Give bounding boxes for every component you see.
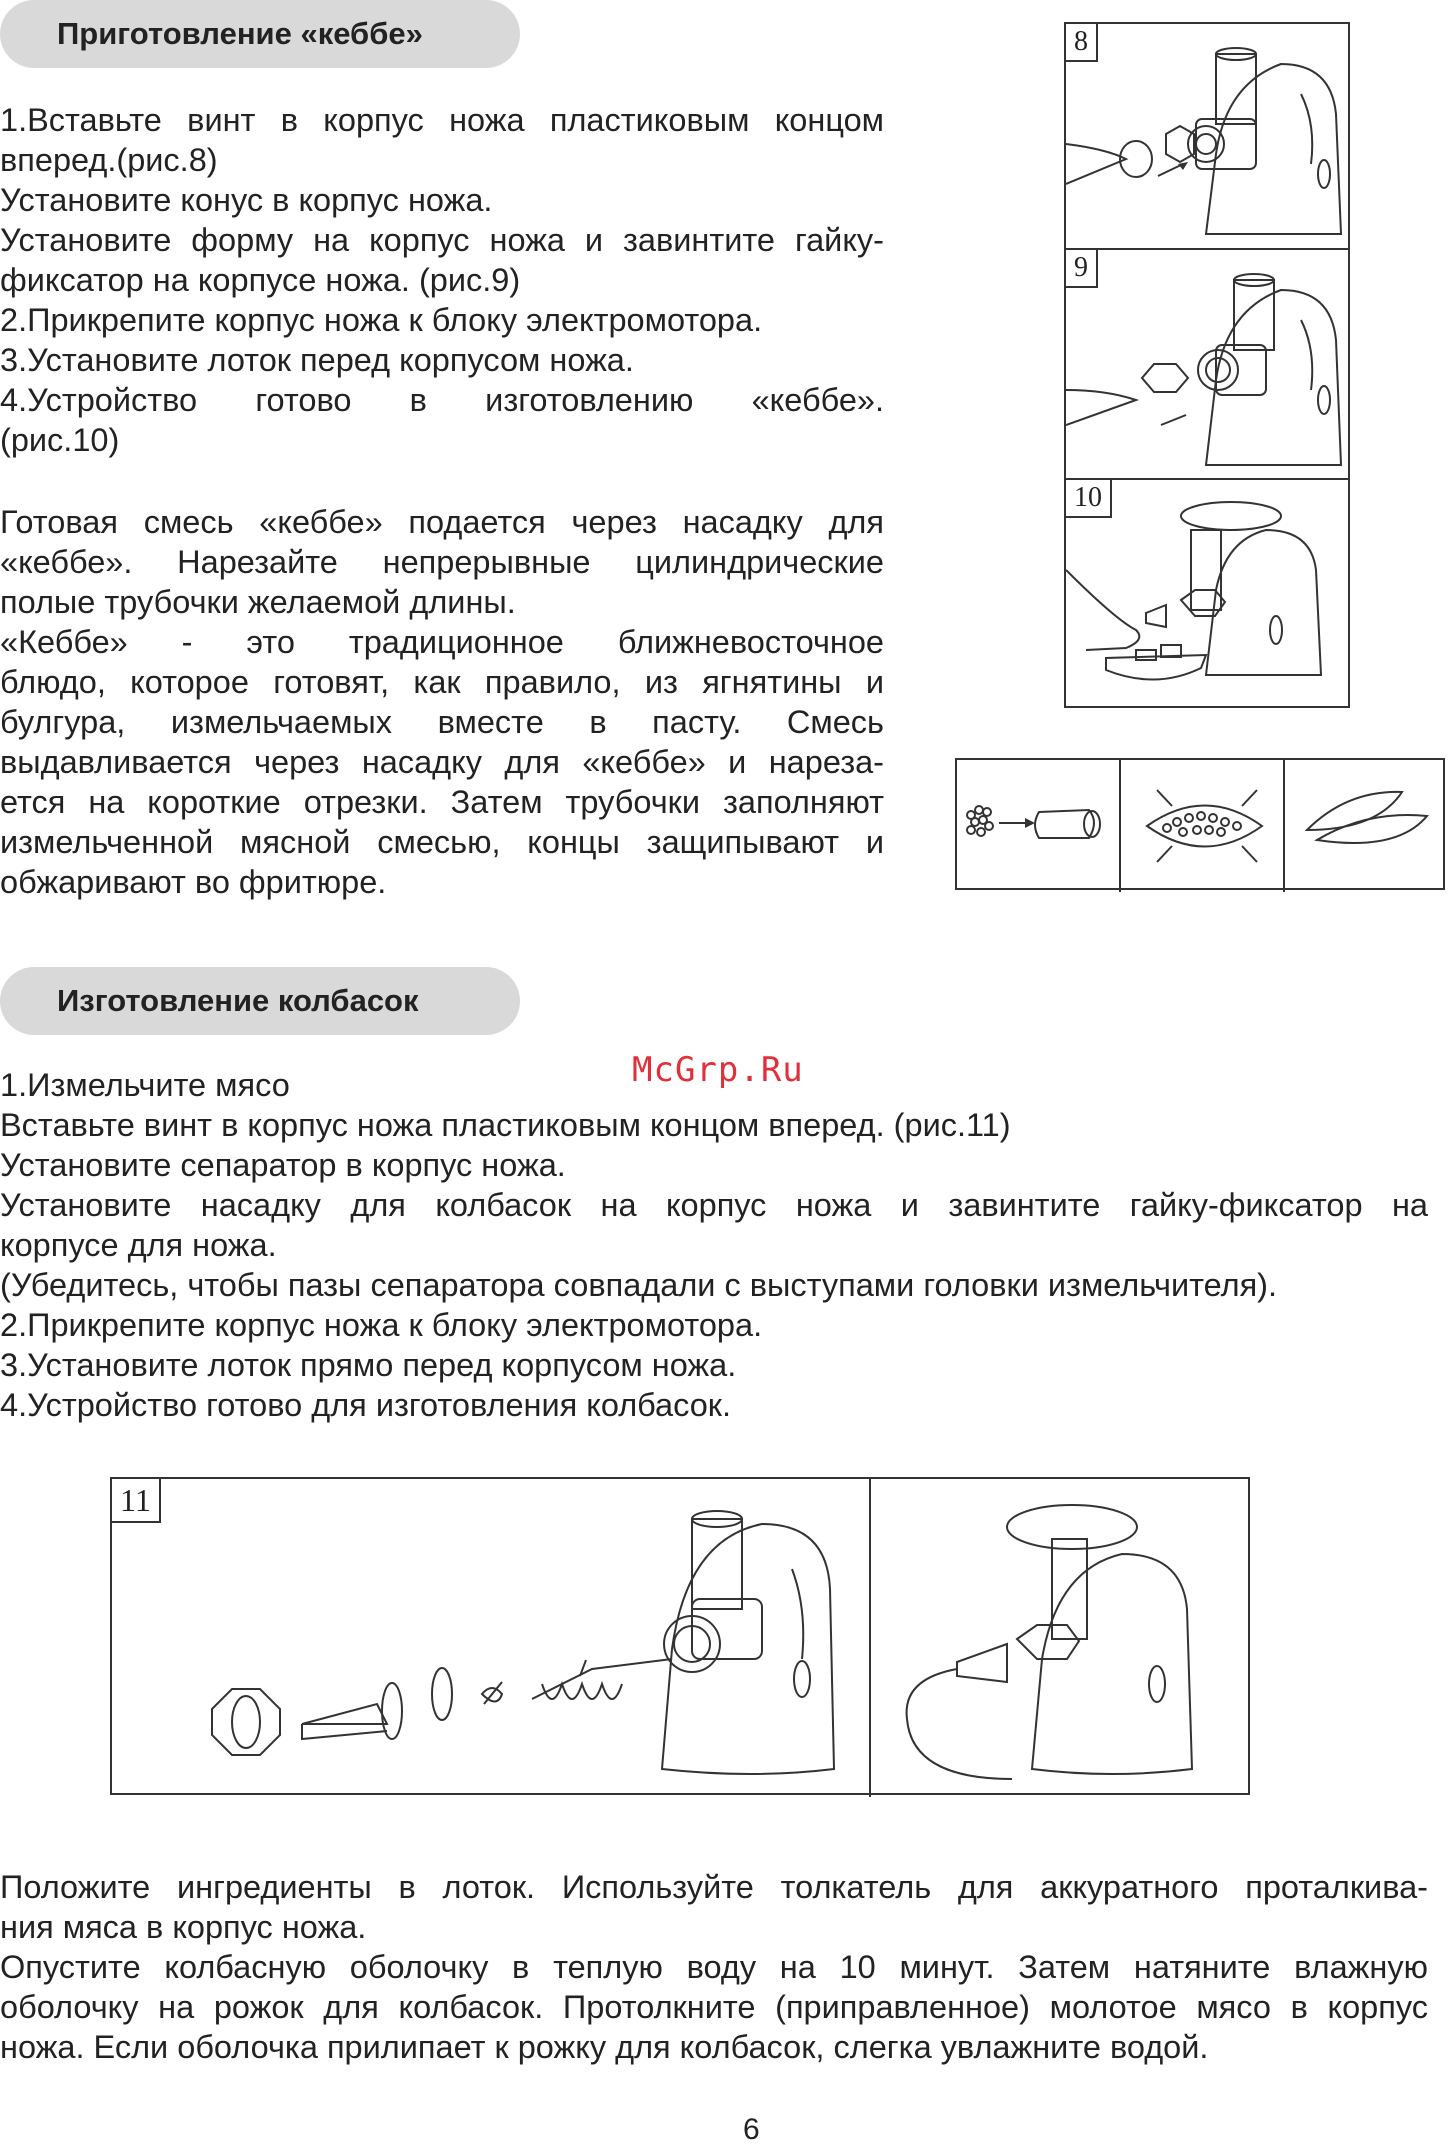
desc-line: обжаривают во фритюре. <box>0 864 387 900</box>
desc-line: ножа. Если оболочка прилипает к рожку для колбасок, слегка увлажните водой. <box>0 2029 1209 2065</box>
step-line: 2.Прикрепите корпус ножа к блоку электромотора. <box>0 302 763 338</box>
desc-line: оболочку на рожок для колбасок. Протолкните (приправленное) молотое мясо в корпус <box>0 1989 1428 2025</box>
sausage-description <box>0 1867 1428 2067</box>
sausage-assembly-illustration <box>112 1479 1252 1797</box>
desc-line: выдавливается через насадку для «кеббе» и нареза- <box>0 744 884 780</box>
grinder-fixing-nut-illustration <box>1066 250 1352 482</box>
sausage-steps <box>0 1065 1428 1425</box>
figure-number: 11 <box>112 1479 161 1523</box>
step-line: вперед.(рис.8) <box>0 142 218 178</box>
figure-11 <box>110 1477 1250 1795</box>
desc-line: Готовая смесь «кеббе» подается через насадку для <box>0 504 884 540</box>
step-line: 1.Вставьте винт в корпус ножа пластиковым концом <box>0 102 884 138</box>
step-line: Установите сепаратор в корпус ножа. <box>0 1147 566 1183</box>
step-line: корпусе для ножа. <box>0 1227 277 1263</box>
figure-10 <box>1064 478 1350 708</box>
kebbe-process-illustration <box>957 760 1447 892</box>
desc-line: «Кеббе» - это традиционное ближневосточное <box>0 624 884 660</box>
kebbe-extrusion-illustration <box>1066 480 1352 710</box>
desc-line: Опустите колбасную оболочку в теплую воду на 10 минут. Затем натяните влажную <box>0 1949 1428 1985</box>
step-line: Установите конус в корпус ножа. <box>0 182 493 218</box>
desc-line: полые трубочки желаемой длины. <box>0 584 516 620</box>
kebbe-process-strip <box>955 758 1445 890</box>
desc-line: ния мяса в корпус ножа. <box>0 1909 367 1945</box>
step-line: 4.Устройство готово для изготовления колбасок. <box>0 1387 732 1423</box>
section-title-kebbe: Приготовление «кеббе» <box>0 0 520 68</box>
section-title-sausages: Изготовление колбасок <box>0 967 520 1035</box>
figure-number: 10 <box>1066 480 1112 518</box>
step-line: 4.Устройство готово в изготовлению «кеббе». <box>0 382 884 418</box>
kebbe-description <box>0 502 884 902</box>
desc-line: булгура, измельчаемых вместе в пасту. Смесь <box>0 704 884 740</box>
desc-line: «кеббе». Нарезайте непрерывные цилиндрические <box>0 544 884 580</box>
page-number: 6 <box>743 2113 760 2146</box>
step-line: 3.Установите лоток перед корпусом ножа. <box>0 342 634 378</box>
step-line: 2.Прикрепите корпус ножа к блоку электромотора. <box>0 1307 763 1343</box>
step-line: Установите форму на корпус ножа и завинтите гайку- <box>0 222 884 258</box>
desc-line: измельченной мясной смесью, концы защипывают и <box>0 824 884 860</box>
grinder-assembly-illustration <box>1066 24 1352 252</box>
figure-9 <box>1064 248 1350 480</box>
desc-line: Положите ингредиенты в лоток. Используйте толкатель для аккуратного проталкива- <box>0 1869 1428 1905</box>
step-line: фиксатор на корпусе ножа. (рис.9) <box>0 262 521 298</box>
step-line: 3.Установите лоток прямо перед корпусом ножа. <box>0 1347 737 1383</box>
step-line: Установите насадку для колбасок на корпус ножа и завинтите гайку-фиксатор на <box>0 1187 1428 1223</box>
figure-number: 8 <box>1066 24 1098 62</box>
figure-8 <box>1064 22 1350 250</box>
step-line: (Убедитесь, чтобы пазы сепаратора совпадали с выступами головки измельчителя). <box>0 1267 1278 1303</box>
figure-number: 9 <box>1066 250 1098 288</box>
minced-mix-icon <box>967 806 993 836</box>
desc-line: ется на короткие отрезки. Затем трубочки заполняют <box>0 784 884 820</box>
watermark: McGrp.Ru <box>632 1050 804 1090</box>
step-line: 1.Измельчите мясо <box>0 1067 290 1103</box>
desc-line: блюдо, которое готовят, как правило, из ягнятины и <box>0 664 884 700</box>
step-line: (рис.10) <box>0 422 120 458</box>
kebbe-steps <box>0 100 884 460</box>
step-line: Вставьте винт в корпус ножа пластиковым концом вперед. (рис.11) <box>0 1107 1011 1143</box>
